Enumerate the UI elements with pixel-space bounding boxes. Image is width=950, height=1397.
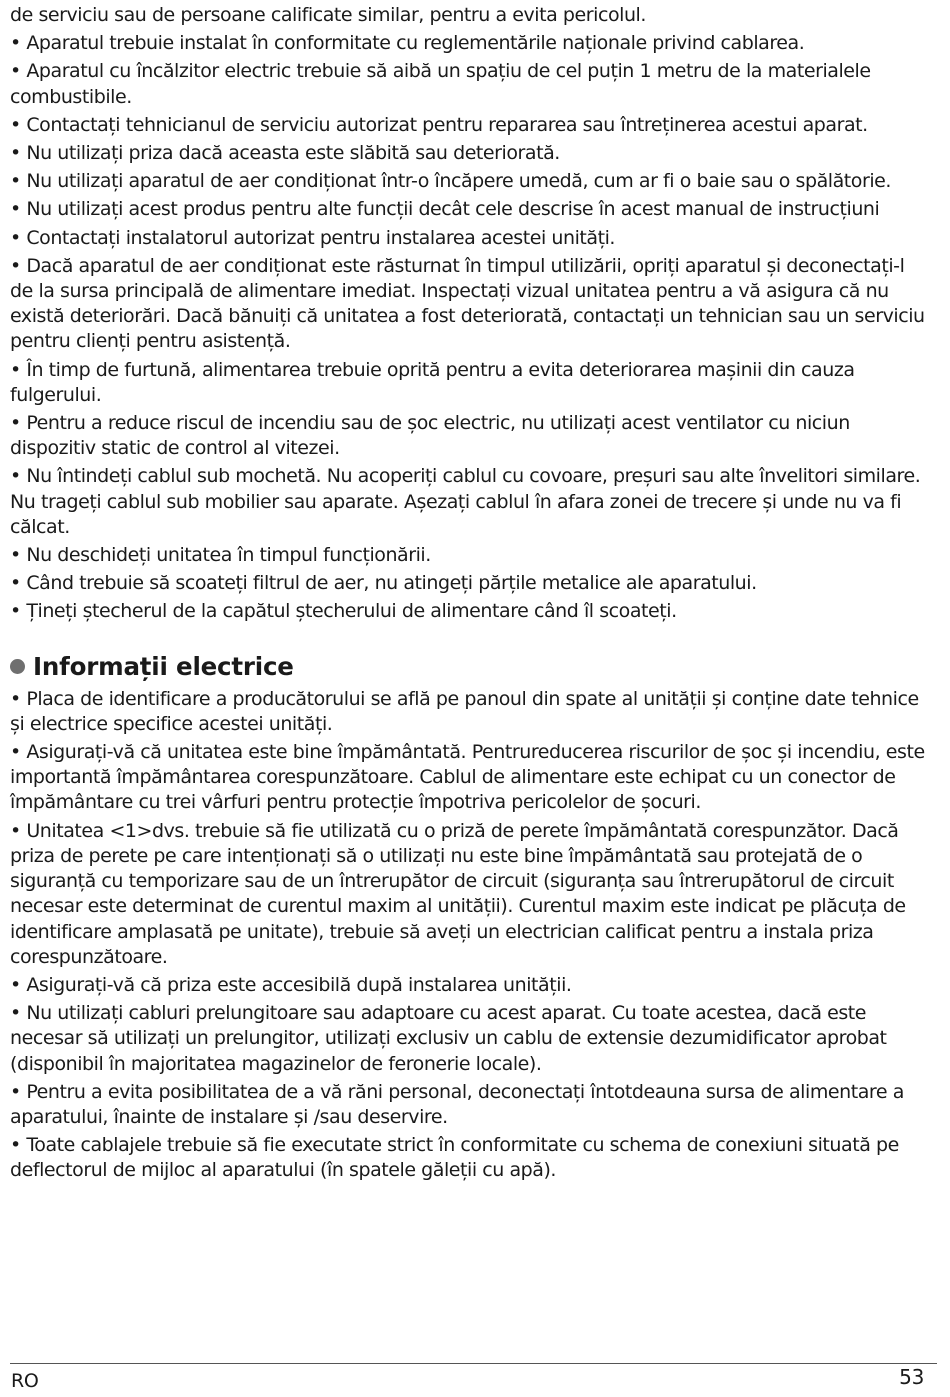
electrical-item: • Unitatea <1>dvs. trebuie să fie utilizată cu o priză de perete împământată corespunzător. Dacă priza de perete pe care intenționați să o utilizați nu este bine împământată sau protejată de o siguranță cu temporizare sau de un întrerupător de circuit (siguranța sau întrerupătorul de circuit necesar este determinat de curentul maxim al unității). Curentul maxim este indicat pe plăcuța de identificare amplasată pe unitate), trebuie să aveți un electrician calificat pentru a instala priza corespunzătoare.	[10, 819, 906, 968]
safety-instructions	[10, 3, 928, 625]
electrical-item: • Asigurați-vă că priza este accesibilă după instalarea unității.	[10, 973, 572, 996]
safety-item: • Nu întindeți cablul sub mochetă. Nu acoperiți cablul cu covoare, preșuri sau alte învelitori similare. Nu trageți cablul sub mobilier sau aparate. Așezați cablul în afara zonei de trecere și unde nu va fi călcat.	[10, 465, 921, 538]
electrical-item: • Nu utilizați cabluri prelungitoare sau adaptoare cu acest aparat. Cu toate acestea, dacă este necesar să utilizați un prelungitor, utilizați exclusiv un cablu de extensie dezumidificator aprobat (disponibil în majoritatea magazinelor de feronerie locale).	[10, 1002, 887, 1075]
safety-item: • Nu deschideți unitatea în timpul funcționării.	[10, 544, 431, 567]
footer-divider	[10, 1363, 937, 1364]
electrical-item: • Pentru a evita posibilitatea de a vă răni personal, deconectați întotdeauna sursa de alimentare a aparatului, înainte de instalare și /sau deservire.	[10, 1080, 904, 1128]
safety-item: • Dacă aparatul de aer condiționat este răsturnat în timpul utilizării, opriți aparatul și deconectați-l de la sursa principală de alimentare imediat. Inspectați vizual unitatea pentru a vă asigura că nu există deteriorări. Dacă bănuiți că unitatea a fost deteriorată, contactați un tehnician sau un serviciu pentru clienți pentru asistență.	[10, 254, 925, 353]
safety-item: • Când trebuie să scoateți filtrul de aer, nu atingeți părțile metalice ale aparatului.	[10, 572, 757, 595]
safety-item: • Aparatul trebuie instalat în conformitate cu reglementările naționale privind cablarea.	[10, 32, 805, 55]
page-content	[10, 3, 928, 1187]
electrical-info-section	[10, 687, 928, 1184]
footer-language: RO	[11, 1370, 39, 1392]
safety-item: • Contactați tehnicianul de serviciu autorizat pentru repararea sau întreținerea acestui aparat.	[10, 113, 868, 136]
safety-item: • Nu utilizați aparatul de aer condiționat într-o încăpere umedă, cum ar fi o baie sau o spălătorie.	[10, 170, 891, 193]
section-heading-text: Informații electrice	[33, 651, 294, 681]
safety-item: • Pentru a reduce riscul de incendiu sau de șoc electric, nu utilizați acest ventilator cu niciun dispozitiv static de control al vitezei.	[10, 412, 850, 460]
safety-item: • În timp de furtună, alimentarea trebuie oprită pentru a evita deteriorarea mașinii din cauza fulgerului.	[10, 358, 855, 406]
electrical-item: • Asigurați-vă că unitatea este bine împământată. Pentrureducerea riscurilor de șoc și incendiu, este importantă împământarea corespunzătoare. Cablul de alimentare este echipat cu un conector de împământare cu trei vârfuri pentru protecție împotriva pericolelor de șocuri.	[10, 741, 925, 814]
electrical-item: • Toate cablajele trebuie să fie executate strict în conformitate cu schema de conexiuni situată pe deflectorul de mijloc al aparatului (în spatele găleții cu apă).	[10, 1134, 899, 1182]
safety-item: de serviciu sau de persoane calificate similar, pentru a evita pericolul.	[10, 4, 646, 26]
safety-item: • Contactați instalatorul autorizat pentru instalarea acestei unități.	[10, 226, 616, 249]
safety-item: • Nu utilizați priza dacă aceasta este slăbită sau deteriorată.	[10, 142, 560, 165]
page-number: 53	[899, 1365, 924, 1389]
safety-item: • Aparatul cu încălzitor electric trebuie să aibă un spațiu de cel puțin 1 metru de la materialele combustibile.	[10, 60, 871, 108]
bullet-dot-icon	[10, 659, 25, 674]
section-heading	[10, 652, 928, 682]
safety-item: • Țineți ștecherul de la capătul ștecherului de alimentare când îl scoateți.	[10, 600, 677, 623]
electrical-item: • Placa de identificare a producătorului se află pe panoul din spate al unității și conține date tehnice și electrice specifice acestei unități.	[10, 687, 919, 735]
safety-item: • Nu utilizați acest produs pentru alte funcții decât cele descrise în acest manual de instrucțiuni	[10, 198, 880, 221]
